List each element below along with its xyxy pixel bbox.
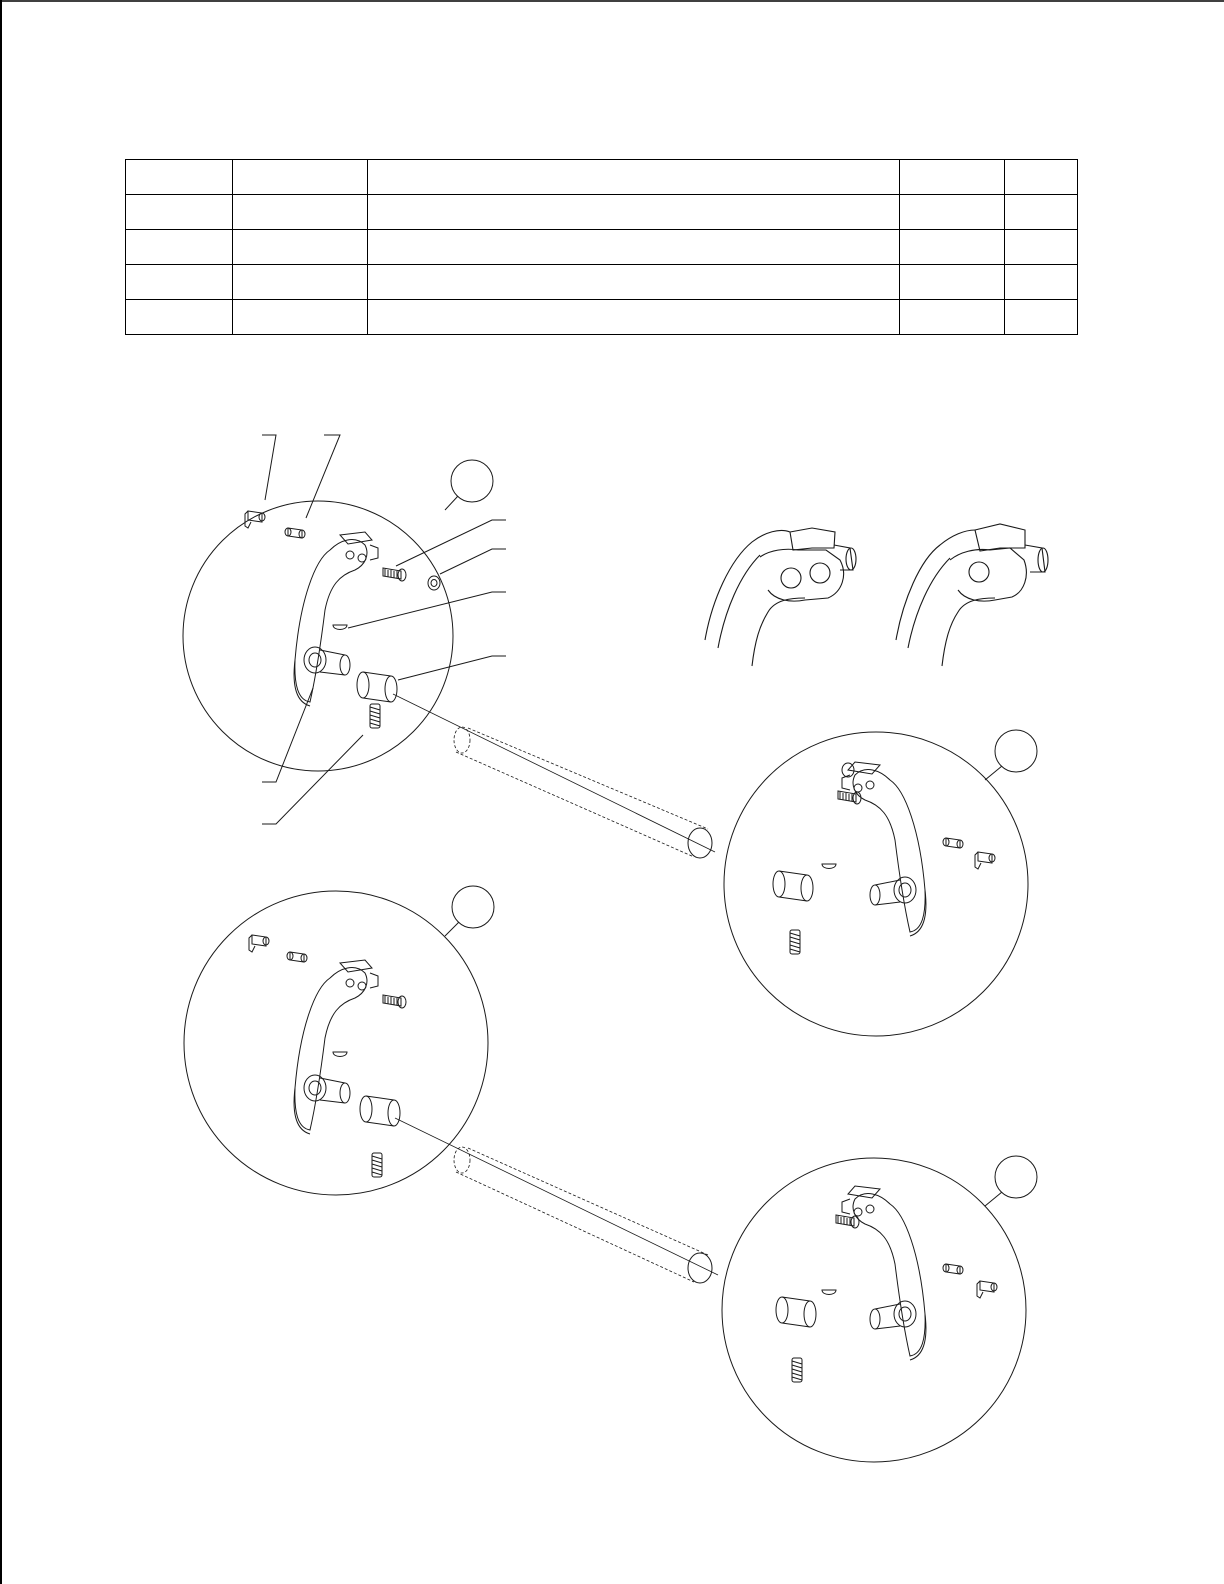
assembly-upper-right (724, 730, 1037, 1036)
detail-double-hole-bracket (705, 528, 856, 666)
detail-circle-upper-right (724, 732, 1028, 1036)
callout-bubble-upper-left (451, 460, 493, 502)
assembly-lower-right (722, 1156, 1037, 1462)
callout-leader-upper-right (985, 766, 1002, 780)
detail-single-hole-bracket (896, 524, 1048, 666)
tube-lower (454, 1147, 712, 1283)
callout-leader-lower-right (985, 1192, 1002, 1206)
leader-line (440, 549, 506, 574)
callout-bubble-upper-right (995, 730, 1037, 772)
leader-line (396, 520, 506, 566)
callout-leader-lower-left (445, 922, 459, 936)
detail-circle-upper-left (183, 501, 453, 771)
callout-bubble-lower-left (452, 886, 494, 928)
assembly-upper-left (183, 435, 715, 852)
detail-circle-lower-left (184, 891, 488, 1195)
leader-line (306, 435, 340, 518)
tube-upper (454, 727, 712, 858)
detail-circle-lower-right (722, 1158, 1026, 1462)
callout-leader-upper-left (445, 496, 458, 510)
callout-bubble-lower-right (995, 1156, 1037, 1198)
assembly-lower-left (184, 886, 718, 1275)
leader-line (398, 656, 506, 680)
leader-line (262, 435, 276, 500)
leader-line (348, 592, 506, 628)
